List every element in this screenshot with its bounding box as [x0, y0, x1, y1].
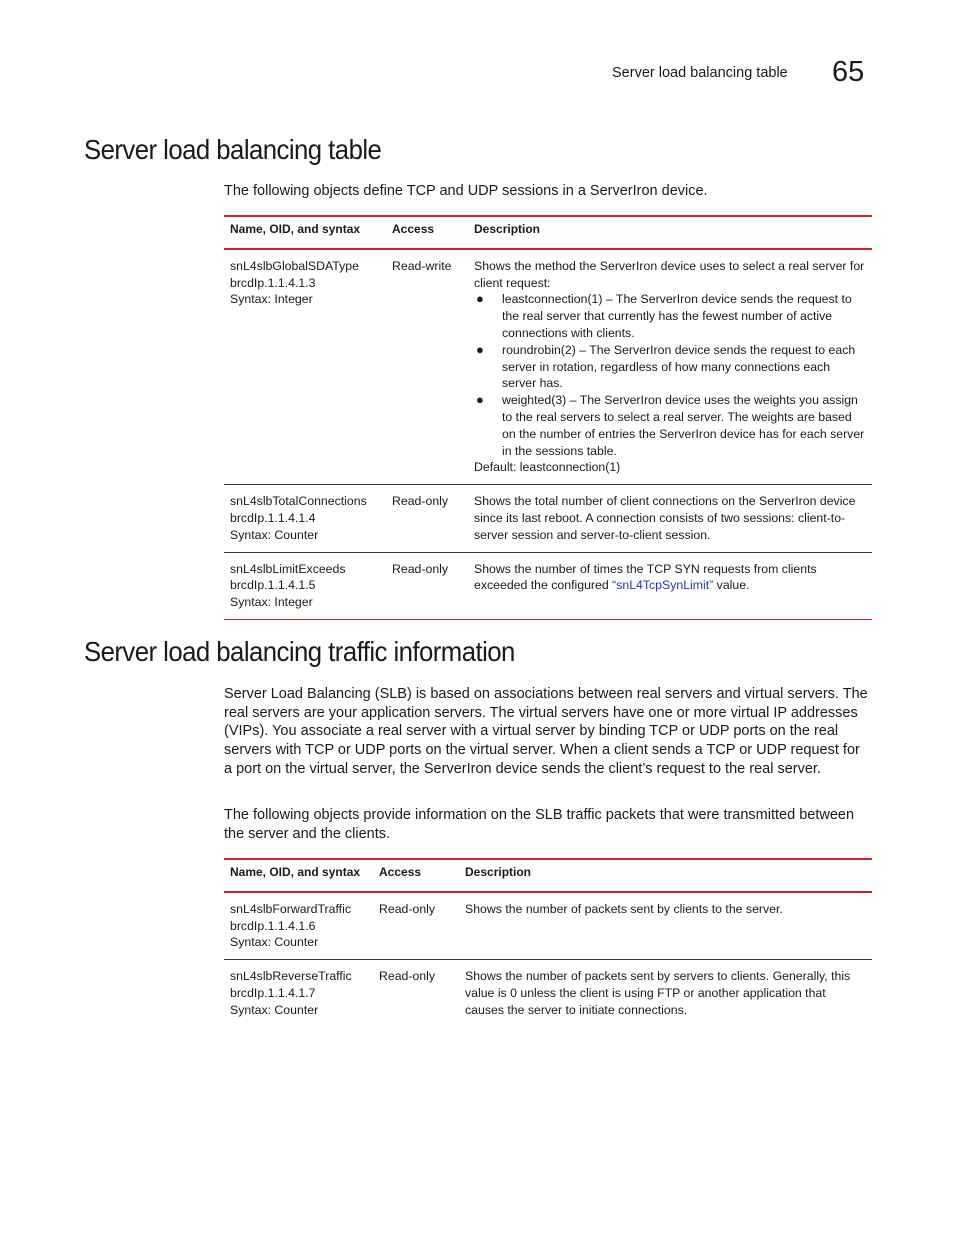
object-name: snL4slbLimitExceeds — [230, 561, 346, 576]
description-default: Default: leastconnection(1) — [474, 460, 621, 475]
object-syntax: Syntax: Integer — [230, 595, 313, 610]
bullet-icon: ● — [476, 291, 484, 307]
object-name: snL4slbGlobalSDAType — [230, 258, 359, 273]
description-text-after: value. — [713, 578, 750, 593]
bullet-text: weighted(3) – The ServerIron device uses the weights you assign to the real servers to select a real server. The weights are based on the number of entries the ServerIron device has for each server in the sessions table. — [502, 393, 865, 458]
description-cell — [468, 249, 872, 485]
table-header-row — [224, 216, 872, 249]
section-heading-slb-table: Server load balancing table — [84, 134, 382, 165]
object-name: snL4slbForwardTraffic — [230, 901, 351, 916]
table-header-row — [224, 859, 872, 892]
description-intro: Shows the method the ServerIron device uses to select a real server for client request: — [474, 258, 865, 290]
object-cell — [224, 249, 386, 485]
table-row — [224, 960, 872, 1027]
section-heading-slb-traffic: Server load balancing traffic information — [84, 636, 515, 667]
object-oid: brcdIp.1.1.4.1.7 — [230, 985, 316, 1000]
column-header-name: Name, OID, and syntax — [224, 859, 373, 892]
column-header-description: Description — [459, 859, 872, 892]
access-cell: Read-only — [386, 552, 468, 619]
object-oid: brcdIp.1.1.4.1.3 — [230, 275, 316, 290]
access-cell: Read-write — [386, 249, 468, 485]
access-cell: Read-only — [379, 969, 436, 984]
slb-overview-paragraph: Server Load Balancing (SLB) is based on associations between real servers and virtual servers. The real servers are your application servers. The virtual servers have one or more virtual IP addresses (VIPs). You associate a real server with a virtual server by binding TCP or UDP ports on the real servers with TCP or UDP ports on the virtual server. When a client sends a TCP or UDP request for a port on the virtual server, the ServerIron device sends the client’s request to the real server. — [224, 686, 868, 777]
object-oid: brcdIp.1.1.4.1.4 — [230, 510, 316, 525]
access-cell: Read-only — [386, 485, 468, 552]
object-name: snL4slbTotalConnections — [230, 494, 367, 509]
bullet-list — [474, 291, 866, 459]
column-header-name: Name, OID, and syntax — [224, 216, 386, 249]
description-text-before: Shows the number of times the TCP SYN requests from clients exceeded the configured — [474, 561, 817, 593]
description-cell: Shows the number of packets sent by servers to clients. Generally, this value is 0 unless the client is using FTP or another application that causes the server to initiate connections. — [465, 969, 851, 1017]
object-syntax: Syntax: Counter — [230, 527, 319, 542]
snl4tcpsynlimit-link[interactable]: “snL4TcpSynLimit” — [612, 578, 714, 593]
bullet-text: roundrobin(2) – The ServerIron device sends the request to each server in rotation, regardless of how many connections each server has. — [502, 342, 856, 391]
object-cell — [224, 892, 373, 960]
column-header-access: Access — [373, 859, 459, 892]
bullet-text: leastconnection(1) – The ServerIron device sends the request to the real server that currently has the fewest number of active connections with clients. — [502, 292, 852, 340]
object-cell — [224, 960, 373, 1027]
object-syntax: Syntax: Counter — [230, 935, 319, 950]
column-header-access: Access — [386, 216, 468, 249]
chapter-number: 65 — [832, 56, 865, 88]
table-row — [224, 485, 872, 552]
access-cell: Read-only — [373, 892, 459, 960]
description-cell — [468, 552, 872, 619]
description-cell: Shows the number of packets sent by clients to the server. — [459, 892, 872, 960]
object-oid: brcdIp.1.1.4.1.6 — [230, 918, 316, 933]
running-header — [612, 56, 872, 90]
description-cell: Shows the total number of client connections on the ServerIron device since its last reboot. A connection consists of two sessions: client-to-server session and server-to-client session. — [468, 485, 872, 552]
object-syntax: Syntax: Counter — [230, 1002, 319, 1017]
object-name: snL4slbReverseTraffic — [230, 969, 352, 984]
table-row — [224, 552, 872, 619]
slb-table — [224, 215, 872, 620]
slb-traffic-intro-paragraph: The following objects provide information on the SLB traffic packets that were transmitted between the server and the clients. — [224, 807, 855, 842]
list-item — [474, 392, 866, 459]
running-header-title: Server load balancing table — [612, 65, 788, 81]
section-intro: The following objects define TCP and UDP sessions in a ServerIron device. — [224, 183, 708, 199]
list-item — [474, 291, 866, 341]
table-row — [224, 249, 872, 485]
bullet-icon: ● — [476, 392, 484, 408]
object-oid: brcdIp.1.1.4.1.5 — [230, 578, 316, 593]
list-item — [474, 342, 866, 392]
table-row — [224, 892, 872, 960]
bullet-icon: ● — [476, 341, 484, 357]
column-header-description: Description — [468, 216, 872, 249]
slb-traffic-table — [224, 858, 872, 1027]
object-cell — [224, 552, 386, 619]
object-cell — [224, 485, 386, 552]
object-syntax: Syntax: Integer — [230, 292, 313, 307]
